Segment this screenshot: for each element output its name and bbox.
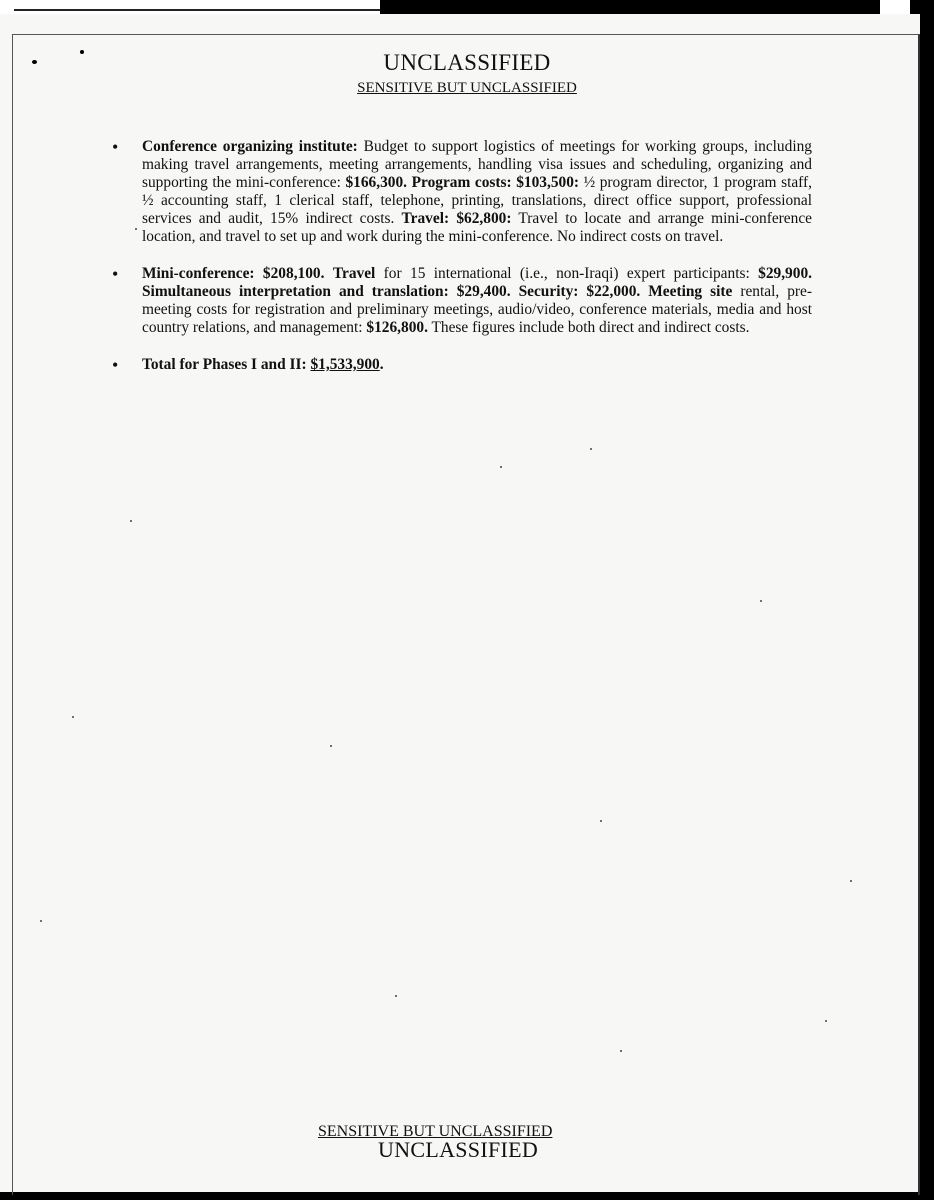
item-text: Budget to support logistics of meetings for working groups, including making travel arrangements, meeting arrangements, handling visa issues and scheduling, organizing and supporting the mini-conference: (142, 138, 812, 191)
item-text: ½ program director, 1 program staff, ½ accounting staff, 1 clerical staff, telephone, printing, translations, direct office support, professional services and audit, 15% indirect costs. (142, 174, 812, 227)
header-sensitivity: SENSITIVE BUT UNCLASSIFIED (357, 80, 577, 96)
bullet: • (112, 355, 119, 375)
item-text: for 15 international (i.e., non-Iraqi) expert participants: (375, 265, 759, 282)
scan-speck (40, 920, 42, 922)
scan-line-top (14, 9, 380, 11)
scan-edge-top-gap (0, 0, 380, 14)
item-text (324, 265, 332, 282)
page-header (0, 50, 934, 97)
scan-speck (760, 600, 762, 602)
bullet: • (112, 137, 119, 157)
item-text-bold: Program costs: $103,500: (411, 174, 580, 191)
header-classification: UNCLASSIFIED (383, 50, 551, 75)
item-text: Travel to locate and arrange mini-conference location, and travel to set up and work during the mini-conference. No indirect costs on travel. (142, 210, 812, 245)
scan-edge-top-notch (880, 0, 910, 14)
list-item-total (112, 356, 812, 374)
list-item (112, 138, 812, 246)
item-text-bold: Travel: $62,800: (401, 210, 512, 227)
item-text-bold: $29,900. Simultaneous interpretation and translation: $29,400. Security: $22,000. Meeting site (142, 265, 812, 300)
budget-list (112, 138, 812, 393)
scan-speck (620, 1050, 622, 1052)
item-text-bold: $126,800. (366, 319, 428, 336)
item-text-bold: Travel (332, 265, 376, 282)
scan-speck (825, 1020, 827, 1022)
list-item (112, 265, 812, 337)
item-text-bold: $166,300. (345, 174, 408, 191)
scan-speck (590, 448, 592, 450)
total-amount: $1,533,900 (310, 356, 380, 373)
scan-edge-right (920, 0, 934, 1200)
scan-speck (330, 745, 332, 747)
total-period: . (379, 356, 384, 373)
item-text: rental, pre-meeting costs for registration and preliminary meetings, audio/video, conference materials, media and host country relations, and management: (142, 283, 812, 336)
footer-sensitivity: SENSITIVE BUT UNCLASSIFIED (318, 1123, 553, 1140)
scan-speck (500, 466, 502, 468)
bullet: • (112, 264, 119, 284)
scan-speck (850, 880, 852, 882)
item-text: These figures include both direct and indirect costs. (427, 319, 750, 336)
scan-speck (130, 520, 132, 522)
footer-classification: UNCLASSIFIED (378, 1137, 539, 1162)
total-label: Total for Phases I and II: (142, 356, 311, 373)
page-footer (318, 1123, 552, 1160)
scan-speck (600, 820, 602, 822)
item-text-bold: Conference organizing institute: (142, 138, 358, 155)
scan-speck (72, 716, 74, 718)
scan-speck (395, 995, 397, 997)
item-text-bold: Mini-conference: $208,100. (142, 265, 325, 282)
